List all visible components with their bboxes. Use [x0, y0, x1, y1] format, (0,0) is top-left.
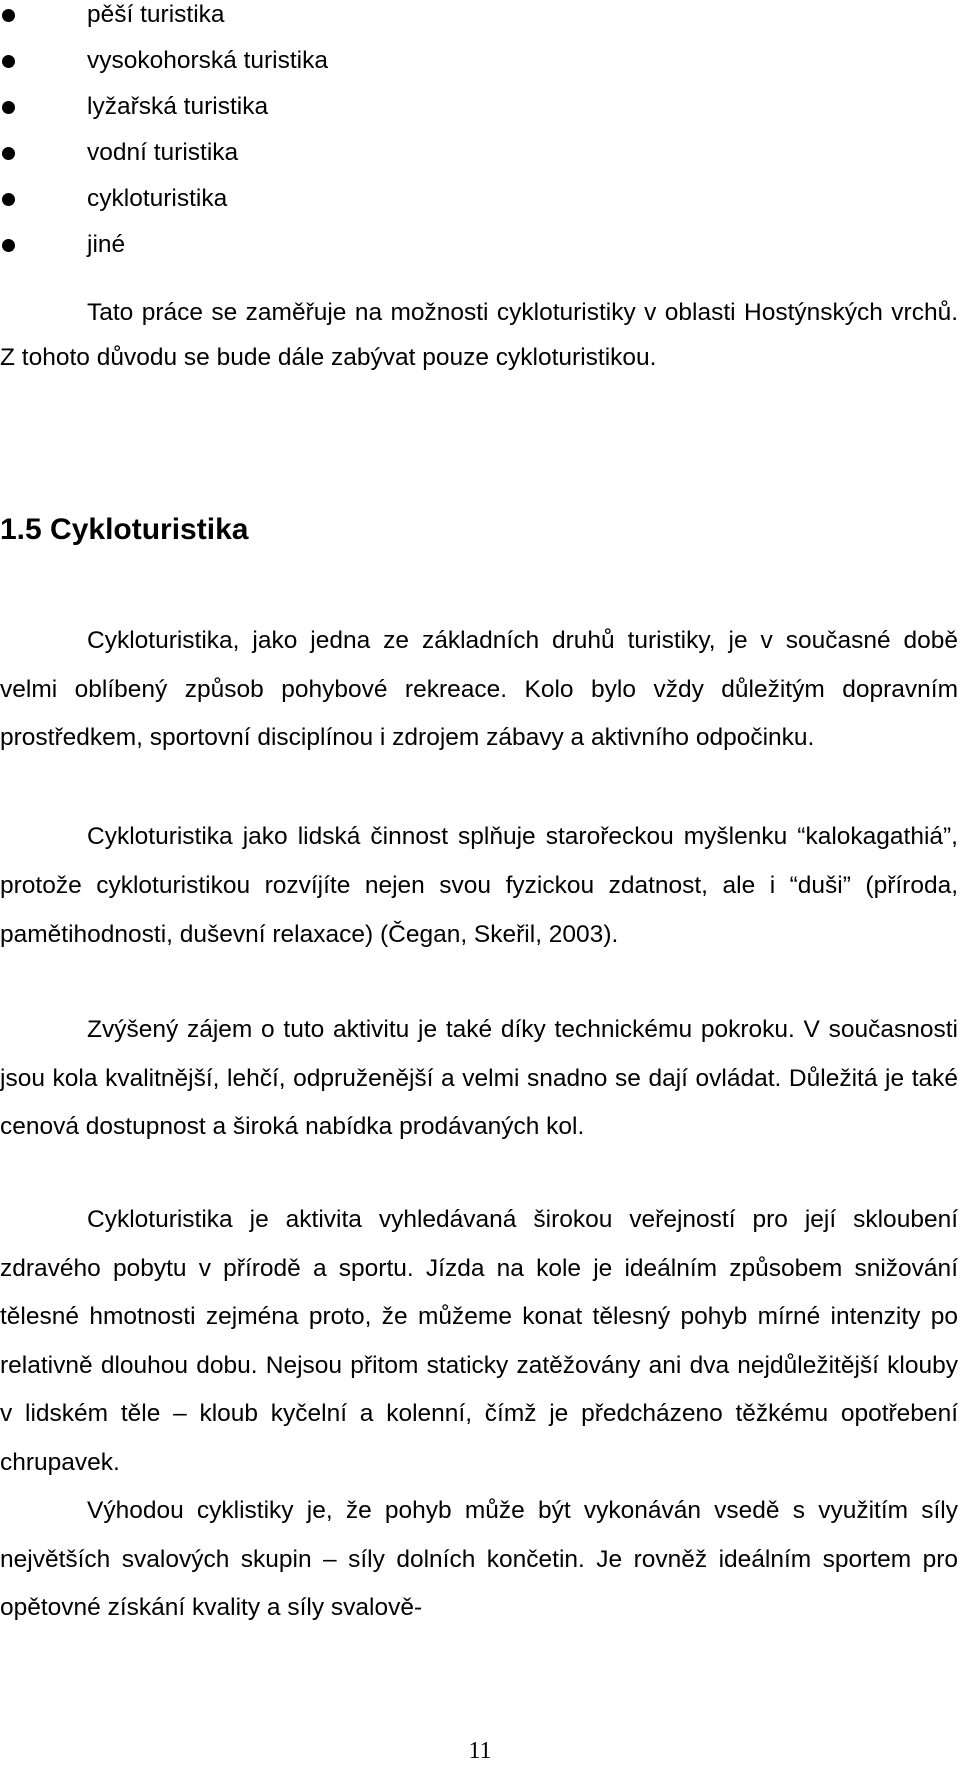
list-item-text: lyžařská turistika — [87, 93, 269, 120]
list-item-text: vysokohorská turistika — [87, 47, 329, 74]
list-item-text: cykloturistika — [87, 185, 228, 212]
bullet-icon — [2, 55, 15, 68]
paragraph: Cykloturistika, jako jedna ze základních druhů turistiky, je v současné době velmi oblíbený způsob pohybové rekreace. Kolo bylo vždy důležitým dopravním prostředkem, sportovní disciplínou i zdrojem zábavy a aktivního odpočinku. — [0, 627, 958, 751]
bullet-list — [0, 0, 960, 276]
bullet-icon — [2, 193, 15, 206]
bullet-icon — [2, 147, 15, 160]
bullet-icon — [2, 239, 15, 252]
list-item — [0, 184, 960, 230]
list-item — [0, 0, 960, 46]
intro-paragraph: Tato práce se zaměřuje na možnosti cykloturistiky v oblasti Hostýnských vrchů. Z tohoto důvodu se bude dále zabývat pouze cykloturistikou. — [0, 299, 958, 371]
list-item-text: pěší turistika — [87, 1, 225, 28]
bullet-icon — [2, 9, 15, 22]
list-item-text: vodní turistika — [87, 139, 239, 166]
paragraph: Cykloturistika je aktivita vyhledávaná širokou veřejností pro její skloubení zdravého pobytu v přírodě a sportu. Jízda na kole je ideálním způsobem snižování tělesné hmotnosti zejména proto, že můžeme konat tělesný pohyb mírné intenzity po relativně dlouhou dobu. Nejsou přitom staticky zatěžovány ani dva nejdůležitější klouby v lidském těle – kloub kyčelní a kolenní, čímž je předcházeno těžkému opotřebení chrupavek. — [0, 1206, 958, 1476]
list-item — [0, 46, 960, 92]
list-item — [0, 230, 960, 276]
bullet-icon — [2, 101, 15, 114]
list-item — [0, 138, 960, 184]
page-number: 11 — [468, 1738, 492, 1764]
paragraph: Výhodou cyklistiky je, že pohyb může být vykonáván vsedě s využitím síly největších svalových skupin – síly dolních končetin. Je rovněž ideálním sportem pro opětovné získání kvality a síly svalově- — [0, 1497, 958, 1621]
paragraph: Zvýšený zájem o tuto aktivitu je také díky technickému pokroku. V současnosti jsou kola kvalitnější, lehčí, odpruženější a velmi snadno se dají ovládat. Důležitá je také cenová dostupnost a široká nabídka prodávaných kol. — [0, 1016, 958, 1140]
list-item — [0, 92, 960, 138]
section-heading: 1.5 Cykloturistika — [0, 513, 249, 546]
list-item-text: jiné — [87, 231, 126, 258]
paragraph: Cykloturistika jako lidská činnost splňuje starořeckou myšlenku “kalokagathiá”, protože cykloturistikou rozvíjíte nejen svou fyzickou zdatnost, ale i “duši” (příroda, pamětihodnosti, duševní relaxace) (Čegan, Skeřil, 2003). — [0, 823, 958, 948]
